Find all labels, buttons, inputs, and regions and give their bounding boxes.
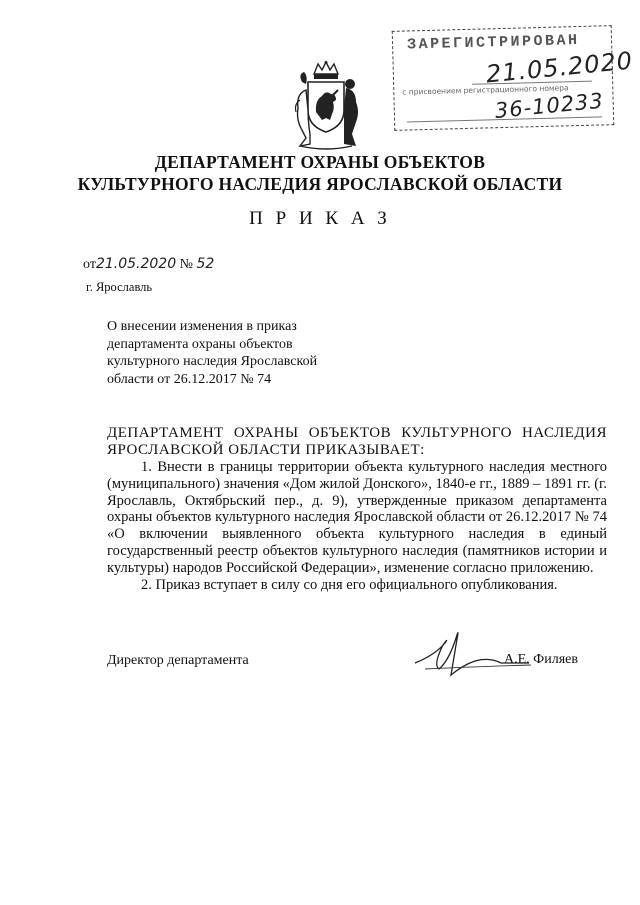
subject-line: области от 26.12.2017 № 74 xyxy=(107,371,272,387)
signatory-title: Директор департамента xyxy=(107,653,249,668)
coat-of-arms-icon xyxy=(286,60,366,152)
document-body xyxy=(107,425,607,593)
signatory-name: А.Е. Филяев xyxy=(504,652,578,667)
clause-1: 1. Внести в границы территории объекта культурного наследия местного (муниципального) значения «Дом жилой Донского», 1840-е гг., 1889 – 1891 гг. (г. Ярославль, Октябрьский пер., д. 9), утвержденные приказом департамента охраны объектов культурного наследия Ярославской области от 26.12.2017 № 74 «О включении выявленного объекта культурного наследия в единый государственный реестр объектов культурного наследия (памятников истории и культуры) народов Российской Федерации», изменение согласно приложению. xyxy=(107,459,607,576)
stamp-date: 21.05.2020 xyxy=(484,46,635,89)
document-number: 52 xyxy=(196,256,215,272)
subject-line: культурного наследия Ярославской xyxy=(107,354,318,369)
stamp-number: 36-10233 xyxy=(493,88,605,123)
document-type: П Р И К А З xyxy=(249,208,391,229)
document-date-number xyxy=(83,256,214,273)
date-prefix: от xyxy=(83,257,96,272)
organization-name-line1: ДЕПАРТАМЕНТ ОХРАНЫ ОБЪЕКТОВ xyxy=(154,152,486,172)
stamp-title: ЗАРЕГИСТРИРОВАН xyxy=(406,31,580,54)
subject-line: О внесении изменения в приказ xyxy=(107,319,297,334)
document-subject xyxy=(107,318,407,388)
number-label: № xyxy=(179,257,193,272)
subject-line: департамента охраны объектов xyxy=(107,336,293,352)
stamp-caption: с присвоением регистрационного номера xyxy=(402,83,569,97)
clause-2: 2. Приказ вступает в силу со дня его официального опубликования. xyxy=(141,576,558,593)
document-date: 21.05.2020 xyxy=(95,256,177,272)
registration-stamp xyxy=(392,25,635,131)
preamble: ДЕПАРТАМЕНТ ОХРАНЫ ОБЪЕКТОВ КУЛЬТУРНОГО НАСЛЕДИЯ ЯРОСЛАВСКОЙ ОБЛАСТИ ПРИКАЗЫВАЕТ: xyxy=(107,425,607,458)
city: г. Ярославль xyxy=(86,280,153,294)
organization-name-line2: КУЛЬТУРНОГО НАСЛЕДИЯ ЯРОСЛАВСКОЙ ОБЛАСТИ xyxy=(77,174,563,194)
